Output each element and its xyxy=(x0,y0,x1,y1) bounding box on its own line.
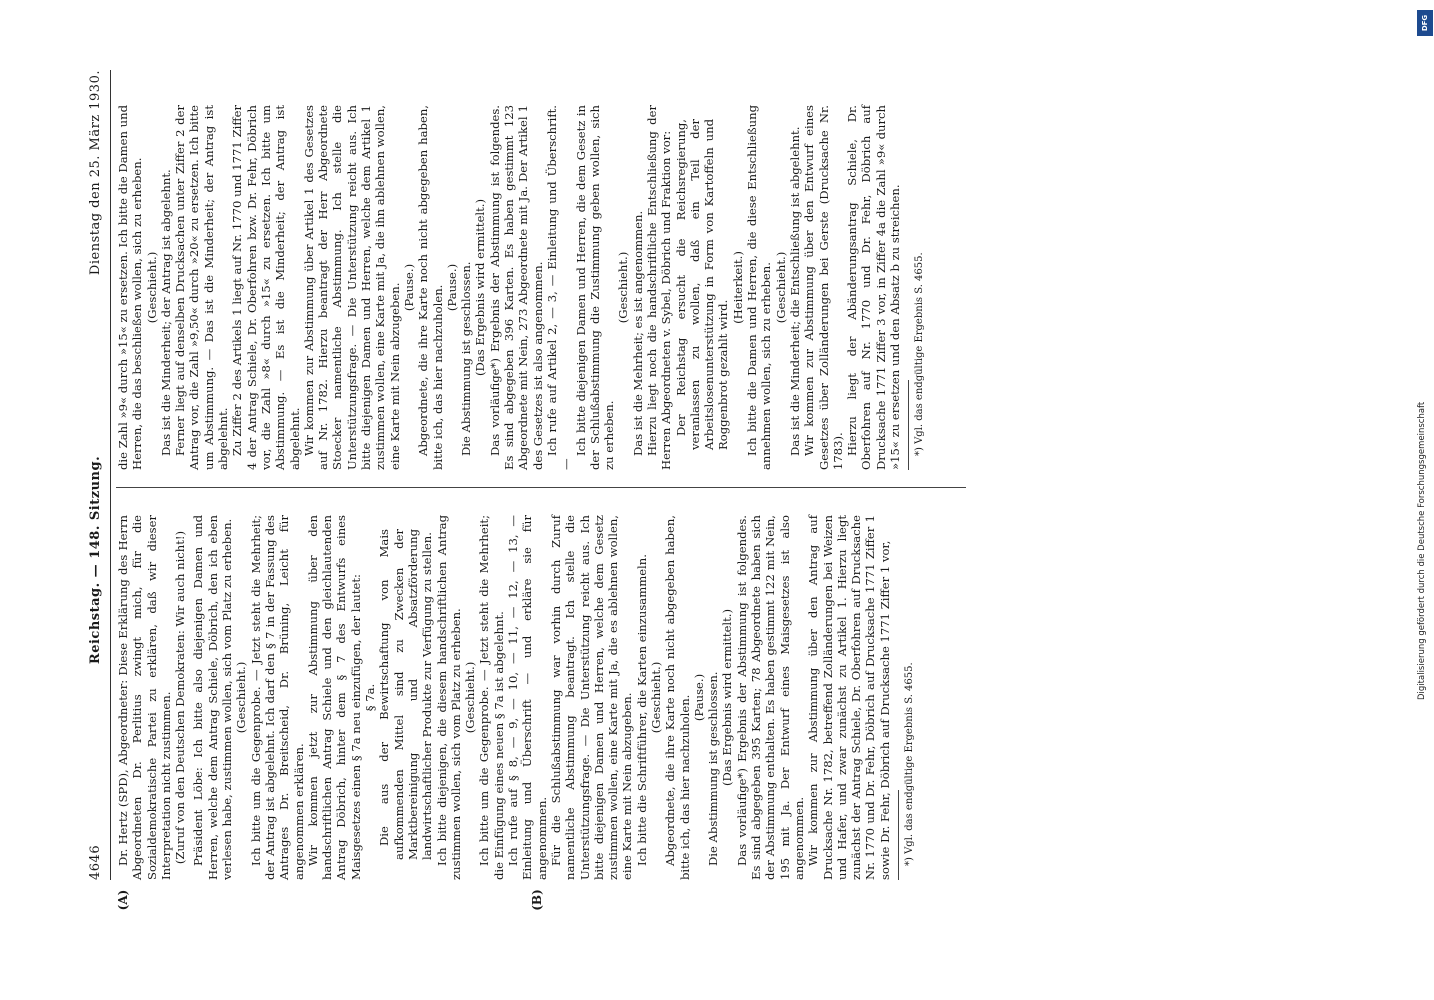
interjection: (Zuruf von den Deutschen Demokraten: Wir auch nicht!) xyxy=(173,530,188,865)
paragraph: Ich bitte diejenigen, die diesem handschriftlichen Antrag zustimmen wollen, sich vom Platz zu erheben. xyxy=(434,515,463,880)
stage-direction: (Geschieht.) xyxy=(234,661,249,734)
paragraph: Ich bitte die Damen und Herren, die diese Entschließung annehmen wollen, sich zu erheben. xyxy=(745,105,774,470)
margin-marker-a: (A) xyxy=(116,889,130,911)
footnote: *) Vgl. das endgültige Ergebnis S. 4655. xyxy=(914,252,926,456)
paragraph: Das ist die Minderheit; die Entschließung ist abgelehnt. xyxy=(787,126,802,456)
rotated-page-scan xyxy=(80,40,1230,920)
stage-direction: (Pause.) xyxy=(401,263,416,312)
margin-marker-b: (B) xyxy=(530,889,544,911)
paragraph: Die Abstimmung ist geschlossen. xyxy=(706,671,721,866)
stage-direction: (Geschieht.) xyxy=(773,251,788,324)
stage-direction: (Geschieht.) xyxy=(144,251,159,324)
paragraph: Zu Ziffer 2 des Artikels 1 liegt auf Nr. 1770 und 1771 Ziffer 4 der Antrag Schiele, Dr. Oberfohren bzw. Dr. Fehr, Döbrich vor, die Zahl »8« durch »15« zu ersetzen. Ich bitte um Abstimmung. — Es ist die Minderheit; der Antrag ist abgelehnt. xyxy=(230,105,302,470)
paragraph: Präsident Löbe: Ich bitte also diejenigen Damen und Herren, welche dem Antrag Schiele, Döbrich, den ich eben verlesen habe, zustimmen wollen, sich vom Platz zu erheben. xyxy=(191,515,235,880)
paragraph: Abgeordnete, die ihre Karte noch nicht abgegeben haben, bitte ich, das hier nachzuholen. xyxy=(416,105,445,470)
paragraph: Das vorläufige*) Ergebnis der Abstimmung ist folgendes. Es sind abgegeben 396 Karten. Es haben gestimmt 123 Abgeordnete mit Nein, 273 Abgeordnete mit Ja. Der Artikel 1 des Gesetzes ist also angenommen. xyxy=(487,105,545,470)
stage-direction: (Geschieht.) xyxy=(616,251,631,324)
section-heading: § 7a. xyxy=(363,683,378,712)
paragraph: Hierzu liegt noch die handschriftliche Entschließung der Herren Abgeordneten v. Sybel, Döbrich und Fraktion vor: xyxy=(644,105,674,470)
dfg-logo-text: DFG xyxy=(1421,14,1429,32)
stage-direction: (Das Ergebnis wird ermittelt.) xyxy=(473,198,488,377)
footnote-rule xyxy=(908,380,909,470)
paragraph: die Zahl »9« durch »15« zu ersetzen. Ich bitte die Damen und Herren, die das beschließen wollen, sich zu erheben. xyxy=(116,105,145,470)
paragraph: Wir kommen zur Abstimmung über den Entwurf eines Gesetzes über Zolländerungen bei Gerste (Drucksache Nr. 1783). xyxy=(802,105,845,470)
session-date: Dienstag den 25. März 1930. xyxy=(88,70,103,276)
page-header xyxy=(88,70,110,880)
quoted-motion: Die aus der Bewirtschaftung von Mais aufkommenden Mittel sind zu Zwecken der Marktbereinigung und Absatzförderung landwirtschaftlicher Produkte zur Verfügung zu stellen. xyxy=(377,529,435,860)
stage-direction: (Pause.) xyxy=(444,263,459,312)
header-rule xyxy=(110,70,111,880)
paragraph: Hierzu liegt der Abänderungsantrag Schiele, Dr. Oberfohren auf Nr. 1770 und Dr. Fehr, Döbrich auf Drucksache 1771 Ziffer 3 vor, in Ziffer 4a die Zahl »9« durch »15« zu ersetzen und den Absatz b zu streichen. xyxy=(845,105,903,470)
paragraph: Wir kommen zur Abstimmung über Artikel 1 des Gesetzes auf Nr. 1782. Hierzu beantragt der Herr Abgeordnete Stoecker namentliche Abstimmung. Ich stelle die Unterstützungsfrage. — Die Unterstützung reicht aus. Ich bitte diejenigen Damen und Herren, welche dem Artikel 1 zustimmen wollen, eine Karte mit Ja, die ihn ablehnen wollen, eine Karte mit Nein abzugeben. xyxy=(301,105,402,470)
paragraph: Ferner liegt auf denselben Drucksachen unter Ziffer 2 der Antrag vor, die Zahl »9,50« durch »20« zu ersetzen. Ich bitte um Abstimmung. — Das ist die Minderheit; der Antrag ist abgelehnt. xyxy=(173,105,231,470)
paragraph: Dr. Hertz (SPD), Abgeordneter: Diese Erklärung des Herrn Abgeordneten Dr. Perlitius zwingt mich, für die Sozialdemokratische Partei zu erklären, daß wir dieser Interpretation nicht zustimmen. xyxy=(116,515,173,880)
footnote-rule xyxy=(898,790,899,880)
dfg-logo-icon xyxy=(1417,10,1433,36)
paragraph: Das vorläufige*) Ergebnis der Abstimmung ist folgendes. Es sind abgegeben 395 Karten; 78 Abgeordnete haben sich der Abstimmung enthalten. Es haben gestimmt 122 mit Nein, 195 mit Ja. Der Entwurf eines Maisgesetzes ist also angenommen. xyxy=(734,515,806,880)
paragraph: Wir kommen zur Abstimmung über den Antrag auf Drucksache Nr. 1782, betreffend Zolländerungen bei Weizen und Hafer, und zwar zunächst zu Artikel 1. Hierzu liegt zunächst der Antrag Schiele, Dr. Oberfohren auf Drucksache Nr. 1770 und Dr. Fehr, Döbrich auf Drucksache 1771 Ziffer 1 sowie Dr. Fehr, Döbrich auf Drucksache 1771 Ziffer 1 vor, xyxy=(806,515,892,880)
page-frame xyxy=(80,40,1230,920)
stage-direction: (Das Ergebnis wird ermittelt.) xyxy=(720,608,735,787)
footnote: *) Vgl. das endgültige Ergebnis S. 4655. xyxy=(904,662,916,866)
paragraph: Wir kommen jetzt zur Abstimmung über den handschriftlichen Antrag Schiele und den gleichlautenden Antrag Döbrich, hinter dem § 7 des Entwurfs eines Maisgesetzes einen § 7a neu einzufügen, der lautet: xyxy=(305,515,363,880)
funding-notice: Digitalisierung gefördert durch die Deutsche Forschungsgemeinschaft xyxy=(1417,401,1427,700)
paragraph: Das ist die Mehrheit; es ist angenommen. xyxy=(630,210,645,456)
paragraph: Für die Schlußabstimmung war vorhin durch Zuruf namentliche Abstimmung beantragt. Ich stelle die Unterstützungsfrage. — Die Unterstützung reicht aus. Ich bitte diejenigen Damen und Herren, welche dem Gesetz zustimmen wollen, eine Karte mit Ja, die es ablehnen wollen, eine Karte mit Nein abzugeben. xyxy=(548,515,635,880)
stage-direction: (Heiterkeit.) xyxy=(730,251,745,324)
stage-direction: (Geschieht.) xyxy=(648,661,663,734)
column-separator xyxy=(116,487,966,488)
paragraph: Ich bitte um die Gegenprobe. — Jetzt steht die Mehrheit; der Antrag ist abgelehnt. Ich darf den § 7 in der Fassung des Antrages Dr. Breitscheid, Dr. Brüning, Leicht für angenommen erklären. xyxy=(248,515,306,880)
paragraph: Abgeordnete, die ihre Karte noch nicht abgegeben haben, bitte ich, das hier nachzuholen. xyxy=(663,515,692,880)
stage-direction: (Geschieht.) xyxy=(463,661,478,734)
right-column xyxy=(116,105,928,470)
left-column xyxy=(116,515,917,880)
paragraph: Ich bitte um die Gegenprobe. — Jetzt steht die Mehrheit; die Einfügung eines neuen § 7a ist abgelehnt. xyxy=(477,515,506,880)
paragraph: Das ist die Minderheit; der Antrag ist abgelehnt. xyxy=(158,169,173,456)
paragraph: Ich bitte diejenigen Damen und Herren, die dem Gesetz in der Schlußabstimmung die Zustimmung geben wollen, sich zu erheben. xyxy=(573,105,617,470)
session-title: Reichstag. — 148. Sitzung. xyxy=(88,455,103,665)
stage-direction: (Pause.) xyxy=(691,673,706,722)
paragraph: Ich rufe auf § 8, — 9, — 10, — 11, — 12, — 13, — Einleitung und Überschrift — und erkläre sie für angenommen. xyxy=(506,515,549,880)
quoted-resolution: Der Reichstag ersucht die Reichsregierung, veranlassen zu wollen, daß ein Teil der Arbeitslosenunterstützung in Form von Kartoffeln und Roggenbrot gezahlt wird. xyxy=(673,119,731,450)
page-number: 4646 xyxy=(88,844,103,880)
paragraph: Die Abstimmung ist geschlossen. xyxy=(459,261,474,456)
paragraph: Ich rufe auf Artikel 2, — 3, — Einleitung und Überschrift. — xyxy=(544,105,574,470)
paragraph: Ich bitte die Schriftführer, die Karten einzusammeln. xyxy=(634,554,649,866)
